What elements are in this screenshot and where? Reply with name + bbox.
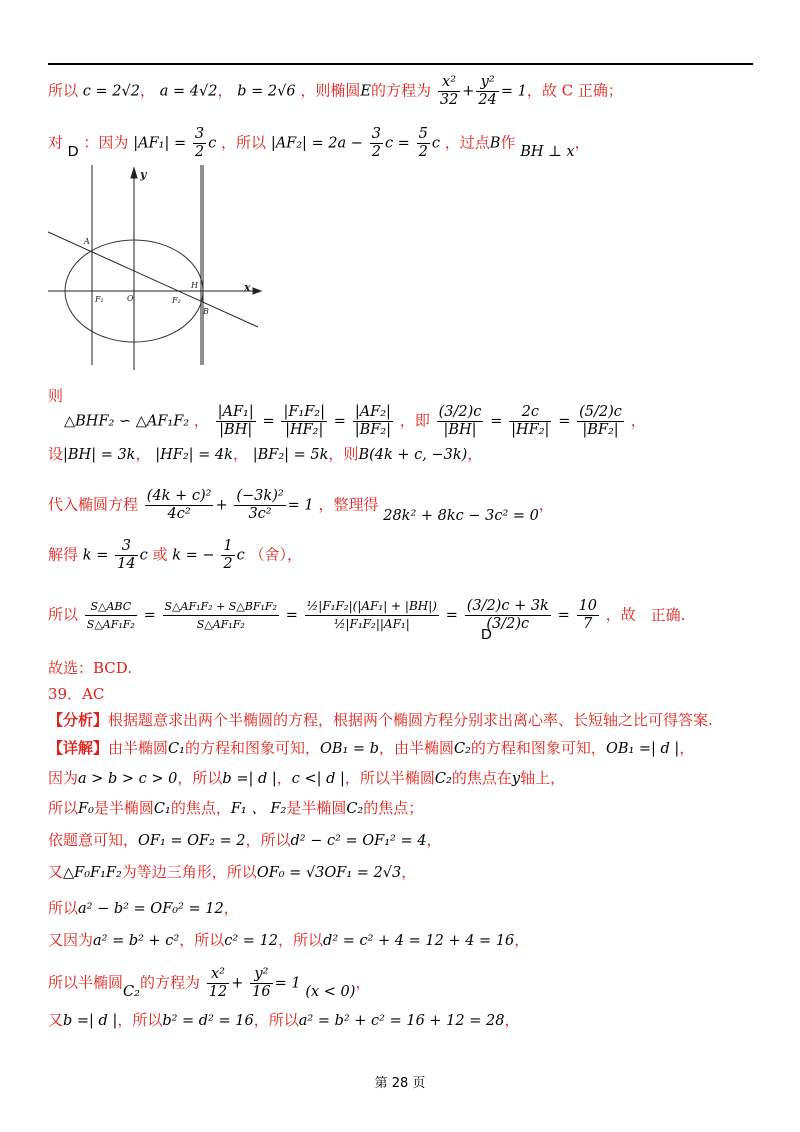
option-D-2: D — [481, 626, 492, 643]
fraction: $\frac{\text{S△ABC}}{\text{S△AF₁F₂}}$ — [86, 600, 135, 631]
math: △BHF₂ ∽ △AF₁F₂ — [64, 413, 190, 430]
fraction: $\frac{\text{½|F₁F₂|(|AF₁| + |BH|)}}{\text{½|F₁F₂||AF₁|}}$ — [306, 599, 437, 631]
fraction: $\frac{(3/2)c}{|BH|}$ — [438, 404, 482, 438]
text: ，整理得 — [318, 495, 379, 514]
fraction: $\frac{1}{2}$ — [223, 538, 233, 572]
math: = 1 — [500, 83, 527, 100]
text: ，故 C 正确； — [526, 81, 623, 100]
fraction: $\frac{\text{x²}}{12}$ — [208, 966, 228, 1000]
fraction: $\frac{\text{y²}}{24}$ — [478, 74, 497, 108]
text: ，过点 — [444, 133, 490, 152]
label-F1: F₁ — [95, 295, 104, 304]
text: ，则 — [328, 445, 359, 463]
tag: 【详解】 — [48, 739, 109, 757]
fraction: $\frac{(5/2)c}{\text{|BF₂|}}$ — [579, 404, 622, 438]
math: |AF₁| = — [133, 135, 187, 152]
fraction: $\frac{5}{2}$ — [418, 126, 428, 160]
detail-line-1: 【详解】由半椭圆C₁的方程和图象可知，OB₁ = b，由半椭圆C₂的方程和图象可知，OB₁ =| d |， — [48, 739, 695, 757]
fraction: $\frac{\text{|AF₁|}}{|BH|}$ — [217, 404, 254, 438]
fraction: $\frac{\text{|AF₂|}}{\text{|BF₂|}}$ — [354, 404, 392, 438]
math: 28k² + 8kc − 3c² = 0 — [383, 507, 539, 524]
label-F2: F₂ — [172, 296, 181, 305]
text: 代入椭圆方程 — [48, 495, 139, 514]
label-O: O — [127, 294, 134, 303]
var-B: B — [489, 135, 501, 152]
math: = 1 — [287, 497, 314, 514]
math: |BF₂| = 5k — [252, 447, 329, 463]
detail-line-7: 又因为a² = b² + c²，所以c² = 12，所以d² = c² + 4 = 12 + 4 = 16， — [48, 931, 530, 949]
line-2: 对 D ：因为 |AF₁| = $\frac{3}{2}$ c ，所以 |AF₂| = 2a − $\frac{3}{2}$ c = $\frac{5}{2}$ c ，过点B作 BH ⊥ x， — [48, 126, 590, 160]
fraction: $\frac{\text{|F₁F₂|}}{\text{|HF₂|}}$ — [283, 404, 326, 438]
math: |HF₂| = 4k — [155, 447, 233, 463]
option-D: D — [67, 142, 79, 160]
math: k = − — [172, 547, 215, 564]
fraction: $\frac{\text{S△AF₁F₂ + S△BF₁F₂}}{\text{S△AF₁F₂}}$ — [164, 600, 277, 631]
math: a = 4√2 — [159, 83, 218, 100]
text: ， — [574, 133, 590, 152]
answer-line: 故选：BCD. — [48, 659, 133, 677]
fraction: $\frac{3}{14}$ — [117, 538, 136, 572]
text: ：因为 — [83, 133, 129, 152]
label-H: H — [191, 281, 198, 290]
fraction: $\frac{\text{(4k + c)²}}{\text{4c²}}$ — [146, 488, 212, 522]
label-B: B — [203, 307, 209, 316]
text: 则 — [48, 387, 64, 405]
fraction: $\frac{10}{7}$ — [578, 598, 598, 632]
line-5: 代入椭圆方程 $\frac{\text{(4k + c)²}}{\text{4c²}}$ + $\frac{\text{(−3k)²}}{\text{3c²}}$ = 1 ，整理得 28k² + 8kc − 3c² = 0， — [48, 488, 554, 524]
math: c = 2√2 — [82, 83, 140, 100]
line-3b: △BHF₂ ∽ △AF₁F₂ ， $\frac{\text{|AF₁|}}{|BH|}$ = $\frac{\text{|F₁F₂|}}{\text{|HF₂|}}$ = $\frac{\text{|AF₂|}}{\text{|BF₂|}}$ ，即 $\frac{(3/2)c}{|BH|}$ = $\frac{2c}{\text{|HF₂|}}$ = $\frac{(5/2)c}{\text{|BF₂|}}$ ， — [64, 404, 646, 438]
line-6: 解得 k = $\frac{3}{14}$ c 或 k = − $\frac{1}{2}$ c （舍）， — [48, 538, 303, 572]
fraction: $\frac{\text{x²}}{32}$ — [439, 74, 459, 108]
text: ，所以 — [221, 133, 267, 152]
fraction: $\frac{3}{2}$ — [371, 126, 381, 160]
fraction: $\frac{(3/2)c + 3k}{(3/2)c}$ — [466, 598, 549, 632]
text: 或 — [152, 545, 168, 564]
page-number: 第 28 页 — [374, 1076, 426, 1091]
detail-line-5: 又△F₀F₁F₂为等边三角形，所以OF₀ = √3OF₁ = 2√3， — [48, 863, 417, 881]
math: k = — [82, 547, 109, 564]
question-39: 39．AC — [48, 685, 105, 703]
tag: 【分析】 — [48, 711, 109, 729]
text: 所以 — [48, 81, 79, 100]
math: b = 2√6 — [237, 83, 296, 100]
text: 正确. — [650, 605, 686, 624]
detail-line-2: 因为a > b > c > 0，所以b =| d |，c <| d |，所以半椭圆C₂的焦点在y轴上， — [48, 769, 566, 787]
line-3 — [48, 387, 64, 432]
line-1: 所以 c = 2√2， a = 4√2， b = 2√6 ，则椭圆E的方程为 $\frac{\text{x²}}{32}$ + $\frac{\text{y²}}{24}$ = 1，故 C 正确； — [48, 74, 623, 108]
line-4: 设|BH| = 3k， |HF₂| = 4k， |BF₂| = 5k，则B(4k + c, −3k)， — [48, 445, 483, 463]
line-AB — [48, 232, 258, 327]
math: |AF₂| = 2a − — [270, 135, 363, 152]
math: B(4k + c, −3k) — [358, 447, 468, 463]
fraction: $\frac{3}{2}$ — [194, 126, 205, 160]
math: |BH| = 3k — [63, 447, 136, 463]
text: 所以 — [48, 605, 79, 624]
fraction: $\frac{\text{y²}}{16}$ — [252, 966, 271, 1000]
text: 对 — [48, 133, 64, 152]
text: ，即 — [399, 411, 430, 430]
text: 设 — [48, 445, 64, 463]
var-E: E — [360, 83, 372, 100]
text: （舍）， — [249, 545, 303, 564]
top-rule — [48, 63, 753, 65]
text: 的方程为 — [371, 81, 432, 100]
label-x-axis: x — [244, 281, 251, 294]
label-y-axis: y — [140, 168, 147, 181]
text: ，则椭圆 — [300, 81, 361, 100]
analysis-line — [48, 710, 713, 730]
x-arrow — [253, 288, 261, 294]
detail-line-6: 所以a² − b² = OF₀² = 12， — [48, 899, 239, 917]
label-A: A — [84, 237, 90, 246]
fraction: $\frac{2c}{\text{|HF₂|}}$ — [511, 404, 550, 438]
text: 根据题意求出两个半椭圆的方程，根据两个椭圆方程分别求出离心率、长短轴之比可得答案. — [108, 711, 713, 729]
y-arrow — [131, 168, 137, 178]
text: ，故 — [605, 605, 636, 624]
text: 解得 — [48, 545, 79, 564]
detail-line-9: 又b =| d |，所以b² = d² = 16，所以a² = b² + c² = 16 + 12 = 28， — [48, 1011, 520, 1029]
math: BH ⊥ x — [520, 143, 575, 160]
detail-line-3: 所以F₀是半椭圆C₁的焦点，F₁ 、 F₂是半椭圆C₂的焦点； — [48, 799, 424, 817]
ellipse-figure — [48, 160, 263, 375]
text: 作 — [500, 133, 516, 152]
fraction: $\frac{\text{(−3k)²}}{\text{3c²}}$ — [236, 488, 284, 522]
line-7: 所以 $\frac{\text{S△ABC}}{\text{S△AF₁F₂}}$ = $\frac{\text{S△AF₁F₂ + S△BF₁F₂}}{\text{S△AF₁F₂}}$ = $\frac{\text{½|F₁F₂|(|AF₁| + |BH|)}}{\text{½|F₁F₂||AF₁|}}$ = $\frac{(3/2)c + 3k}{(3/2)c}$ = $\frac{10}{7}$ ，故 正确. — [48, 598, 686, 632]
detail-line-4: 依题意可知，OF₁ = OF₂ = 2，所以d² − c² = OF₁² = 4， — [48, 831, 442, 849]
detail-line-8: 所以半椭圆C₂的方程为 $\frac{\text{x²}}{12}$ + $\frac{\text{y²}}{16}$ = 1 (x < 0)， — [48, 966, 371, 1000]
